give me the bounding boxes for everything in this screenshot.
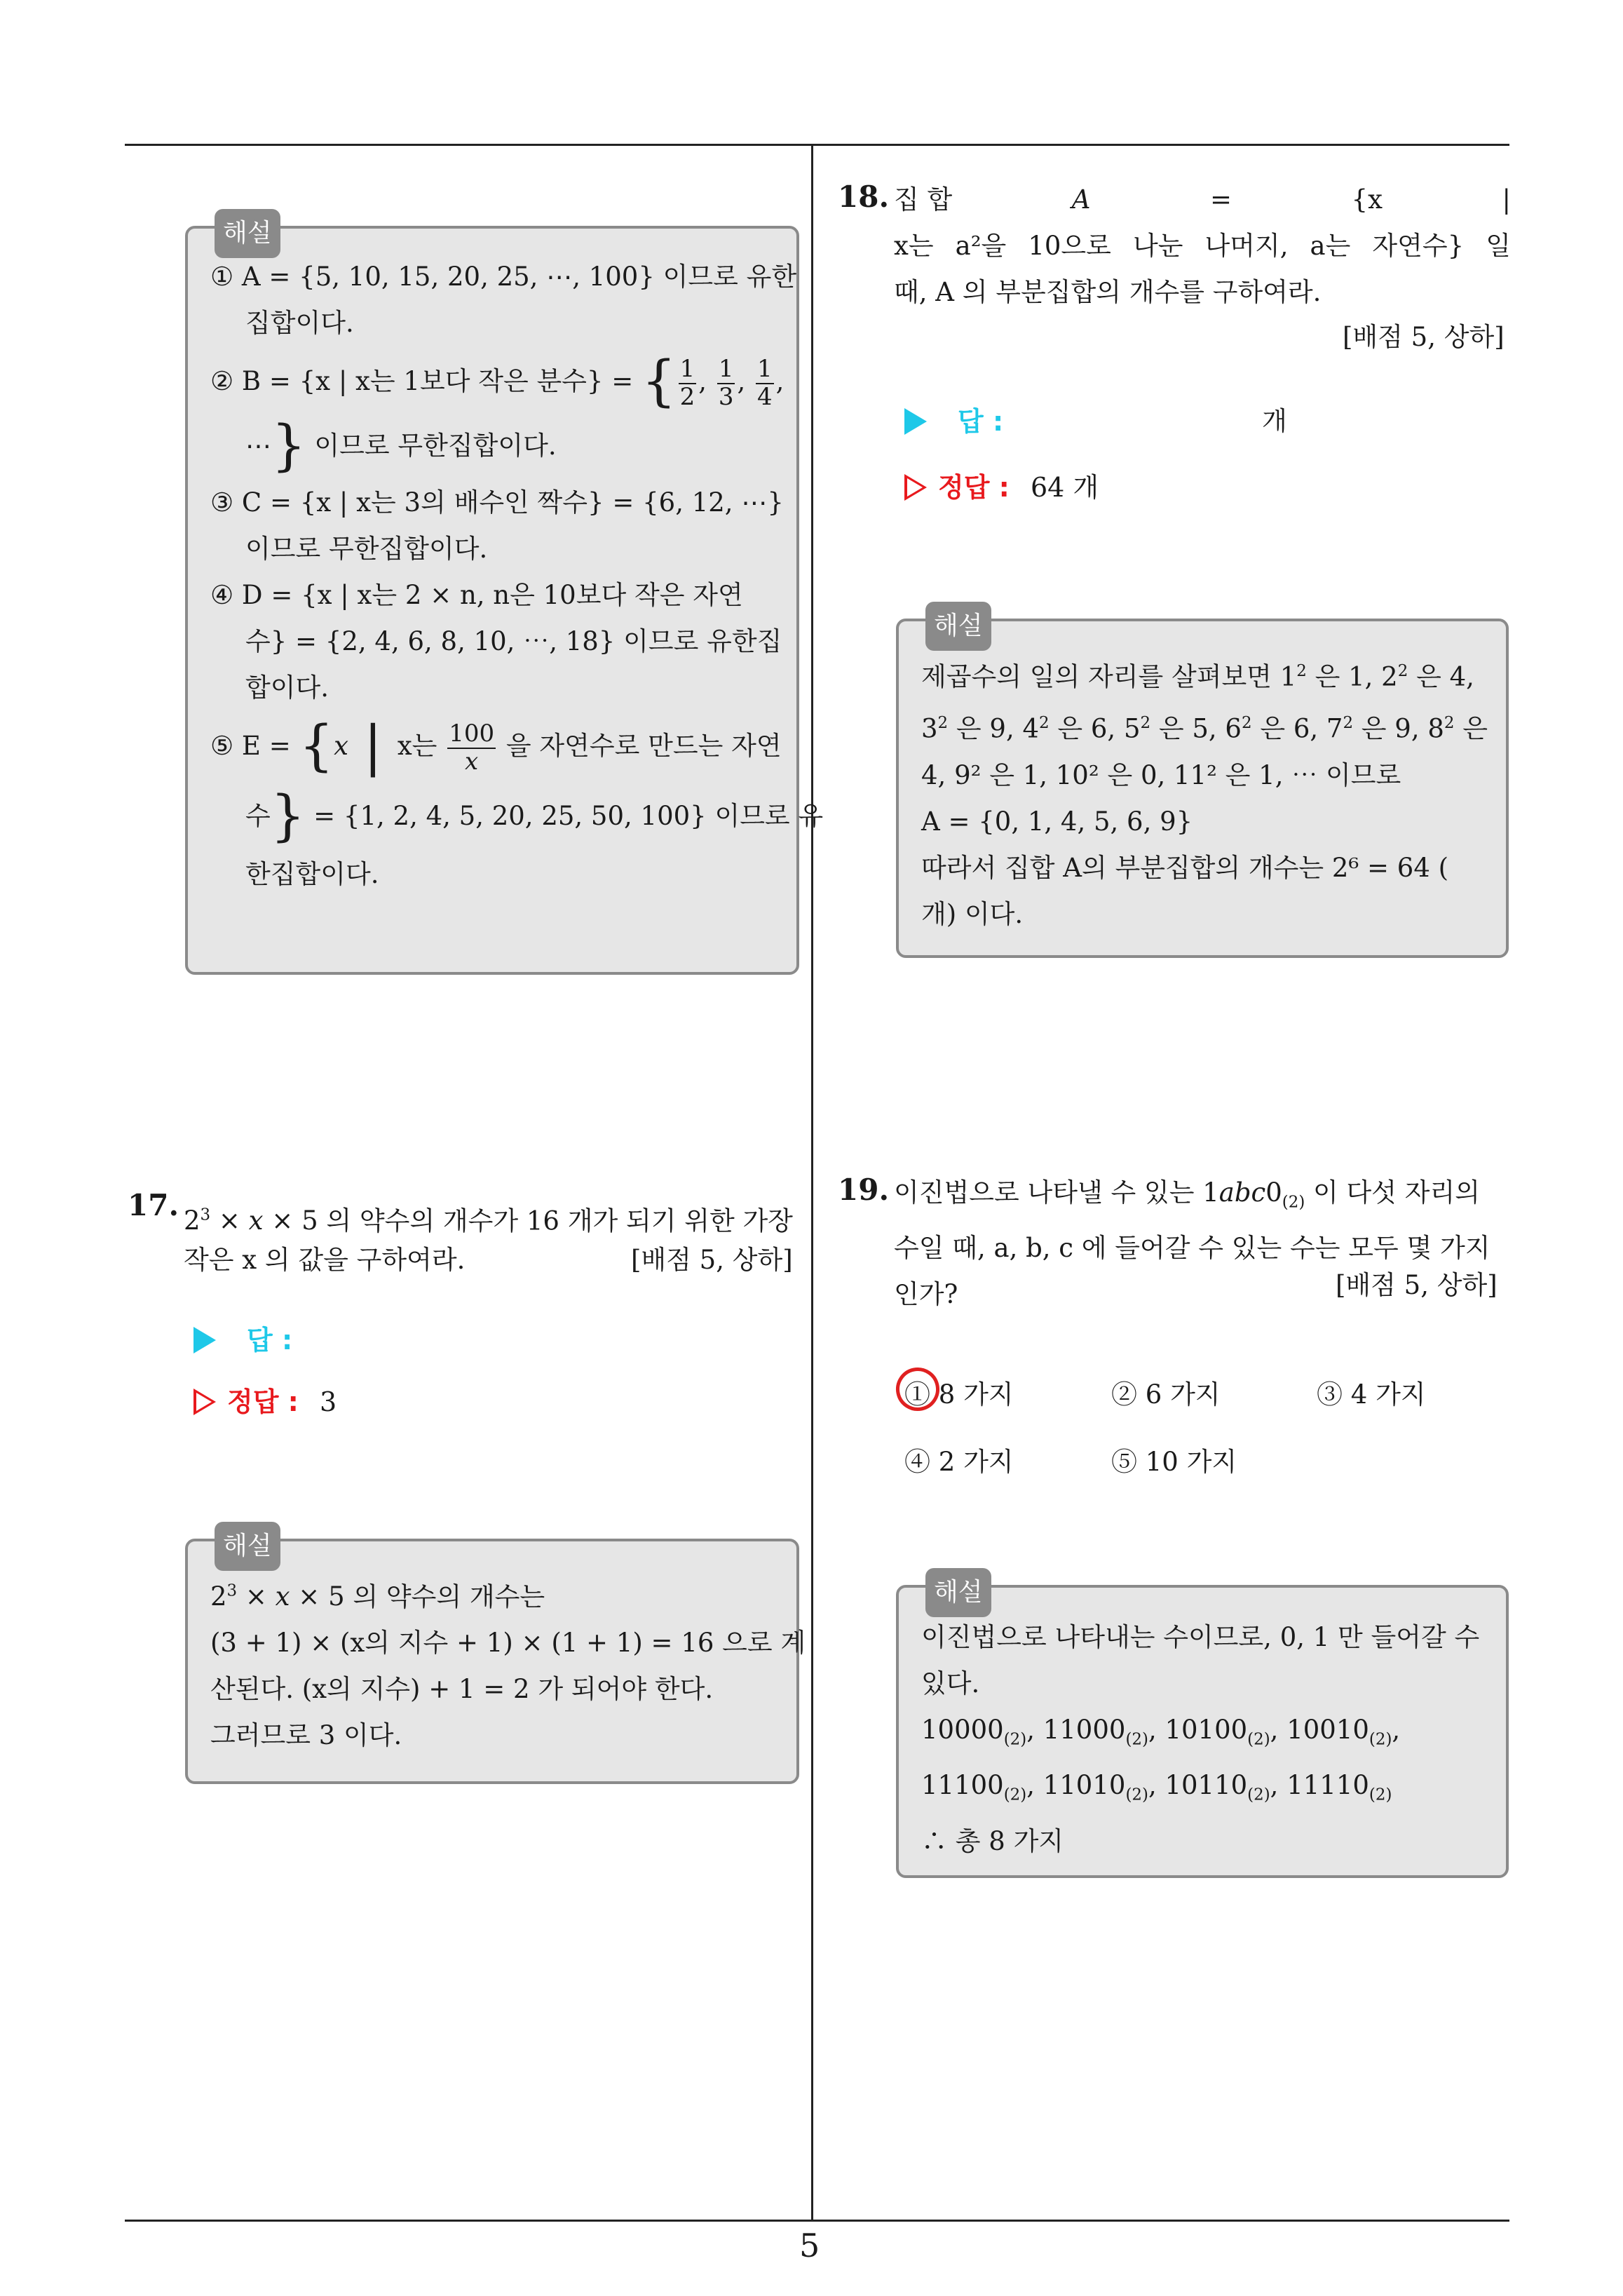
- solution-line: [210, 412, 777, 480]
- choice-2[interactable]: ② 6 가지: [1111, 1379, 1221, 1410]
- answer-label: 답 :: [958, 406, 1004, 437]
- solution-box-title: 해설: [925, 602, 991, 651]
- math-expression: $2^3 \times x \times 5$ 의: [184, 1206, 352, 1236]
- solution-line: 있다.: [921, 1668, 980, 1699]
- question-number: 19.: [838, 1173, 890, 1207]
- solution-line: 그러므로 3 이다.: [210, 1720, 402, 1751]
- question-number: 18.: [838, 180, 890, 214]
- play-arrow-icon: [193, 1327, 216, 1353]
- solution-box-19: [896, 1578, 1509, 1878]
- right-brace: }: [271, 414, 306, 478]
- solution-line: A = {0, 1, 4, 5, 6, 9}: [921, 806, 1193, 837]
- correct-answer-label: 정답 :: [938, 472, 1010, 503]
- solution-text: 의 약수의 개수는: [353, 1581, 545, 1612]
- fraction: $\frac{1}{3}$: [718, 355, 734, 411]
- correct-answer-row: [193, 1380, 337, 1419]
- solution-text: = {1, 2, 4, 5, 20, 25, 50, 100} 이므로 유: [313, 801, 824, 831]
- outline-arrow-icon: [193, 1389, 216, 1415]
- question-text-line: [894, 1170, 1511, 1225]
- bottom-rule: [125, 2220, 1509, 2222]
- solution-line: 수} = {2, 4, 6, 8, 10, ⋯, 18} 이므로 유한집: [245, 626, 782, 656]
- solution-line: ④ D = {x | x는 2 × n, n은 10보다 작은 자연: [210, 580, 743, 610]
- points-label: [배점 5, 상하]: [1336, 1270, 1498, 1300]
- question-text-line: 때, A 의 부분집합의 개수를 구하여라.: [894, 277, 1322, 307]
- solution-line: ① A = {5, 10, 15, 20, 25, ⋯, 100} 이므로 유한: [210, 262, 797, 292]
- question-text-line: 집 합 A = {x |: [894, 184, 1511, 215]
- choice-1[interactable]: ① 8 가지: [904, 1379, 1014, 1410]
- variable: x: [334, 731, 348, 761]
- question-number: 17.: [128, 1188, 179, 1222]
- correct-answer-value: 64 개: [1030, 472, 1099, 503]
- solution-text: ② B = {x | x는 1보다 작은 분수} =: [210, 366, 634, 396]
- solution-box-16: [185, 219, 824, 975]
- solution-line: [210, 711, 782, 781]
- question-text: 이진법으로 나타낼 수 있는: [894, 1177, 1195, 1208]
- answer-label: 답 :: [247, 1325, 293, 1356]
- play-arrow-icon: [904, 408, 927, 435]
- question-text: 이 다섯 자리의: [1313, 1177, 1481, 1208]
- question-text-line: 작은 x 의 값을 구하여라.: [184, 1245, 466, 1275]
- solution-line: [210, 781, 824, 851]
- solution-box-18: [896, 612, 1509, 958]
- solution-text: 제곱수의 일의 자리를 살펴보면: [921, 661, 1272, 692]
- question-text-line: 수일 때, a, b, c 에 들어갈 수 있는 수는 모두 몇 가지: [894, 1233, 1490, 1264]
- solution-text: ⑤ E =: [210, 731, 291, 761]
- solution-line: $10000_{(2)}$, $11000_{(2)}$, $10100_{(2)}$, $10010_{(2)}$,: [921, 1715, 1401, 1749]
- fraction: $\frac{1}{2}$: [679, 355, 695, 411]
- solution-line: 집합이다.: [245, 308, 354, 338]
- column-divider: [811, 144, 813, 2220]
- question-text-line: x는 a²을 10으로 나눈 나머지, a는 자연수} 일: [894, 231, 1511, 261]
- solution-box-title: 해설: [215, 209, 280, 258]
- solution-line: 합이다.: [245, 673, 329, 703]
- solution-box-title: 해설: [215, 1522, 280, 1571]
- solution-line: $11100_{(2)}$, $11010_{(2)}$, $10110_{(2)}$, $11110_{(2)}$: [921, 1770, 1392, 1804]
- correct-answer-row: [904, 466, 1099, 504]
- choice-4[interactable]: ④ 2 가지: [904, 1447, 1014, 1477]
- solution-line: ∴ 총 8 가지: [921, 1825, 1064, 1856]
- solution-line: 개) 이다.: [921, 898, 1024, 929]
- solution-line: [210, 1568, 777, 1620]
- solution-line: 산된다. (x의 지수) + 1 = 2 가 되어야 한다.: [210, 1674, 714, 1705]
- points-label: [배점 5, 상하]: [631, 1245, 793, 1275]
- solution-text: x는: [397, 731, 437, 761]
- solution-line: 이므로 무한집합이다.: [245, 534, 488, 564]
- solution-box-17: [185, 1532, 806, 1784]
- right-brace: }: [270, 785, 306, 848]
- correct-answer-label: 정답 :: [227, 1386, 299, 1417]
- question-text-line: 인가?: [894, 1279, 958, 1310]
- fraction: $\frac{100}{x}$: [449, 720, 495, 776]
- choice-3[interactable]: ③ 4 가지: [1317, 1379, 1426, 1410]
- solution-text: 은 9,: [956, 713, 1014, 744]
- answer-row: [193, 1318, 292, 1357]
- outline-arrow-icon: [904, 474, 927, 501]
- question-text-line: 약수의 개수가 16 개가 되기 위한 가장: [359, 1206, 793, 1236]
- solution-text: 수: [245, 801, 271, 831]
- solution-line: 4, 9² 은 1, 10² 은 0, 11² 은 1, ⋯ 이므로: [921, 759, 1401, 790]
- solution-text: 을 자연수로 만드는 자연: [505, 731, 782, 761]
- page-number: 5: [799, 2227, 820, 2264]
- solution-line: ② B = {x | x는 1보다 작은 분수} = { $\frac{1}{2}$ , $\frac{1}{3}$ , $\frac{1}{4}$ ,: [210, 350, 785, 413]
- choice-5[interactable]: ⑤ 10 가지: [1111, 1447, 1237, 1477]
- solution-line: $3^2$ 은 9, $4^2$ 은 6, $5^2$ 은 5, $6^2$ 은 6, $7^2$ 은 9, $8^2$ 은: [921, 713, 1488, 744]
- fraction: $\frac{1}{4}$: [756, 355, 773, 411]
- solution-line: 따라서 집합 A의 부분집합의 개수는 2⁶ = 64 (: [921, 852, 1449, 883]
- answer-row: [904, 400, 1003, 438]
- solution-line: 한집합이다.: [245, 859, 379, 889]
- top-rule: [125, 144, 1509, 146]
- solution-box-title: 해설: [925, 1568, 991, 1617]
- left-brace: {: [641, 350, 677, 413]
- solution-line: (3 + 1) × (x의 지수 + 1) × (1 + 1) = 16 으로 계: [210, 1628, 806, 1659]
- math-expression: $2^3 \times x \times 5$: [210, 1581, 353, 1612]
- ellipsis: ⋯: [245, 431, 271, 461]
- solution-line: ③ C = {x | x는 3의 배수인 짝수} = {6, 12, ⋯}: [210, 487, 784, 518]
- solution-line: 제곱수의 일의 자리를 살펴보면 $1^2$ 은 1, $2^2$ 은 4,: [921, 661, 1474, 692]
- points-label: [배점 5, 상하]: [1343, 322, 1505, 352]
- correct-answer-value: 3: [319, 1386, 337, 1417]
- question-text: [894, 177, 1511, 316]
- answer-unit: 개: [1262, 406, 1287, 436]
- left-brace: {: [299, 715, 334, 778]
- divider-bar: |: [363, 715, 383, 778]
- solution-line: 이진법으로 나타내는 수이므로, 0, 1 만 들어갈 수: [921, 1622, 1480, 1652]
- solution-text: 이므로 무한집합이다.: [314, 431, 557, 461]
- math-expression: $1abc0_{(2)}$: [1202, 1177, 1305, 1212]
